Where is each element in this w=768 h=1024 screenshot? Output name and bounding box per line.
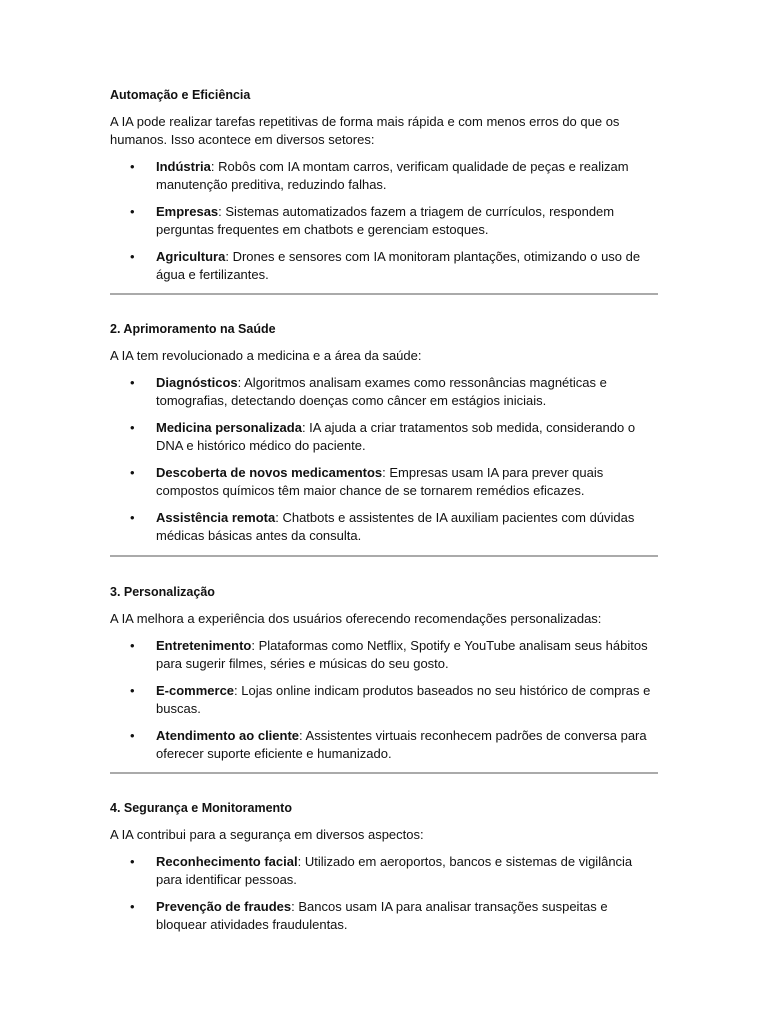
item-text: : Assistentes virtuais reconhecem padrões de conversa para oferecer suporte eficiente e humanizado. bbox=[156, 728, 647, 761]
list-item bbox=[110, 509, 658, 545]
item-text: : Empresas usam IA para prever quais compostos químicos têm maior chance de se tornarem remédios eficazes. bbox=[156, 465, 604, 498]
item-text: : Lojas online indicam produtos baseados no seu histórico de compras e buscas. bbox=[156, 683, 651, 716]
item-term: Empresas bbox=[156, 204, 219, 219]
section-intro: A IA tem revolucionado a medicina e a área da saúde: bbox=[110, 348, 422, 363]
horizontal-rule bbox=[110, 555, 658, 557]
bullet-list bbox=[110, 158, 658, 284]
bullet-list bbox=[110, 374, 658, 545]
item-text: : Algoritmos analisam exames como ressonâncias magnéticas e tomografias, detectando doenças como câncer em estágios iniciais. bbox=[156, 375, 607, 408]
list-item bbox=[110, 419, 658, 455]
list-item bbox=[110, 853, 658, 889]
list-item bbox=[110, 203, 658, 239]
item-term: Diagnósticos bbox=[156, 375, 238, 390]
item-term: Atendimento ao cliente bbox=[156, 728, 300, 743]
item-text: : Drones e sensores com IA monitoram plantações, otimizando o uso de água e fertilizantes. bbox=[156, 249, 641, 282]
list-item bbox=[110, 682, 658, 718]
section-automacao bbox=[110, 86, 658, 284]
section-heading: 4. Segurança e Monitoramento bbox=[110, 801, 292, 815]
section-intro: A IA melhora a experiência dos usuários oferecendo recomendações personalizadas: bbox=[110, 611, 602, 626]
list-item bbox=[110, 374, 658, 410]
item-text: : Plataformas como Netflix, Spotify e YouTube analisam seus hábitos para sugerir filmes, séries e músicas do seu gosto. bbox=[156, 638, 648, 671]
bullet-list bbox=[110, 637, 658, 763]
item-term: Entretenimento bbox=[156, 638, 252, 653]
list-item bbox=[110, 727, 658, 763]
item-term: Indústria bbox=[156, 159, 211, 174]
section-seguranca bbox=[110, 799, 658, 934]
section-heading: 3. Personalização bbox=[110, 585, 215, 599]
list-item bbox=[110, 158, 658, 194]
item-text: : Utilizado em aeroportos, bancos e sistemas de vigilância para identificar pessoas. bbox=[156, 854, 633, 887]
item-text: : IA ajuda a criar tratamentos sob medida, considerando o DNA e histórico médico do paciente. bbox=[156, 420, 636, 453]
horizontal-rule bbox=[110, 772, 658, 774]
item-term: Agricultura bbox=[156, 249, 226, 264]
item-text: : Bancos usam IA para analisar transações suspeitas e bloquear atividades fraudulentas. bbox=[156, 899, 608, 932]
item-text: : Sistemas automatizados fazem a triagem de currículos, respondem perguntas frequentes em chatbots e gerenciam estoques. bbox=[156, 204, 615, 237]
list-item bbox=[110, 248, 658, 284]
section-intro: A IA pode realizar tarefas repetitivas de forma mais rápida e com menos erros do que os humanos. Isso acontece em diversos setores: bbox=[110, 114, 620, 147]
list-item bbox=[110, 464, 658, 500]
section-heading: 2. Aprimoramento na Saúde bbox=[110, 322, 276, 336]
section-heading: Automação e Eficiência bbox=[110, 88, 251, 102]
item-term: E-commerce bbox=[156, 683, 235, 698]
item-term: Reconhecimento facial bbox=[156, 854, 298, 869]
bullet-list bbox=[110, 853, 658, 934]
section-saude bbox=[110, 320, 658, 545]
section-personalizacao bbox=[110, 583, 658, 763]
horizontal-rule bbox=[110, 293, 658, 295]
item-term: Prevenção de fraudes bbox=[156, 899, 292, 914]
item-text: : Robôs com IA montam carros, verificam qualidade de peças e realizam manutenção preditiva, reduzindo falhas. bbox=[156, 159, 629, 192]
item-term: Medicina personalizada bbox=[156, 420, 302, 435]
list-item bbox=[110, 637, 658, 673]
item-term: Descoberta de novos medicamentos bbox=[156, 465, 383, 480]
item-term: Assistência remota bbox=[156, 510, 276, 525]
item-text: : Chatbots e assistentes de IA auxiliam pacientes com dúvidas médicas básicas antes da consulta. bbox=[156, 510, 635, 543]
list-item bbox=[110, 898, 658, 934]
section-intro: A IA contribui para a segurança em diversos aspectos: bbox=[110, 827, 424, 842]
